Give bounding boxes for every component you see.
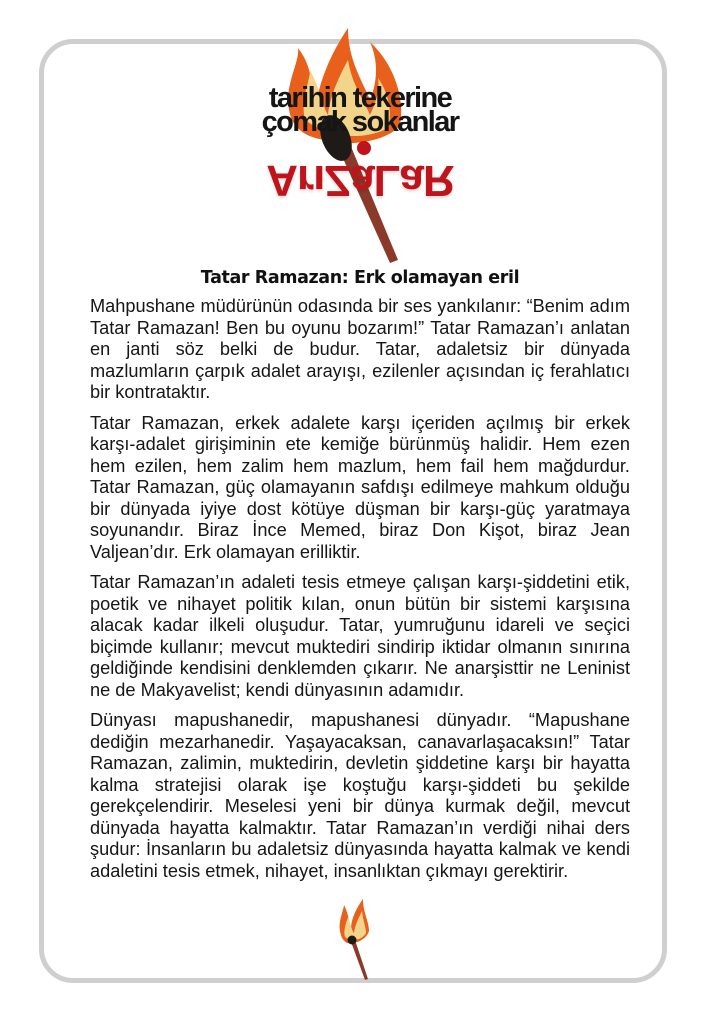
paragraph: Mahpushane müdürünün odasında bir ses yankılanır: “Benim adım Tatar Ramazan! Ben bu oyunu bozarım!” Tatar Ramazan’ı anlatan en janti söz belki de budur. Tatar, adaletsiz bir dünyada mazlumların çarpık adalet arayışı, ezilenler açısından iç ferahlatıcı bir kontrataktır. [90,296,630,402]
series-logo [230,20,490,270]
article-title: Tatar Ramazan: Erk olamayan eril [200,268,520,288]
match-head [348,936,357,945]
paragraph: Tatar Ramazan’ın adaleti tesis etmeye çalışan karşı-şiddetini etik, poetik ve nihayet politik kılan, onun bütün bir sistemi karşısına alacak kadar ilkeli oluşudur. Tatar, yumruğunu idareli ve seçici biçimde kullanır; mevcut muktediri sindirip iktidar olmanın sınırına geldiğinde kendisini denklemden çıkarır. Ne anarşisttir ne Leninist ne de Makyavelist; kendi dünyasının adamıdır. [90,572,630,700]
article-body [90,296,630,891]
logo-tagline-line1: tarihin tekerine [268,82,452,114]
red-dot [357,141,371,155]
burning-match-icon [335,895,375,980]
burning-match-icon [230,20,490,270]
logo-series-name: ArıZaLaR [266,156,454,205]
logo-tagline-line2: çomak sokanlar [261,106,459,138]
paragraph: Tatar Ramazan, erkek adalete karşı içeriden açılmış bir erkek karşı-adalet girişiminin ete kemiğe bürünmüş halidir. Hem ezen hem ezilen, hem zalim hem mazlum, hem fail hem mağdurdur. Tatar Ramazan, güç olamayanın safdışı edilmeye mahkum olduğu bir dünyada iyiye dost kötüye düşman bir karşı-güç yaratmaya soyunandır. Biraz İnce Memed, biraz Don Kişot, biraz Jean Valjean’dır. Erk olamayan erilliktir. [90,412,630,562]
footer-ornament [335,895,375,980]
paragraph: Dünyası mapushanedir, mapushanesi dünyadır. “Mapushane dediğin mezarhanedir. Yaşayacaksan, canavarlaşacaksın!” Tatar Ramazan, zalimin, muktedirin, devletin şiddetine karşı bir hayatta kalma stratejisi olarak işe koştuğu karşı-şiddeti bu şekilde gerekçelendirir. Meselesi yeni bir dünya kurmak değil, mevcut dünyada hayatta kalmaktır. Tatar Ramazan’ın verdiği nihai ders şudur: İnsanların bu adaletsiz dünyasında hayatta kalmak ve kendi adaletini tesis etmek, nihayet, insanlıktan çıkmayı gerektirir. [90,710,630,881]
